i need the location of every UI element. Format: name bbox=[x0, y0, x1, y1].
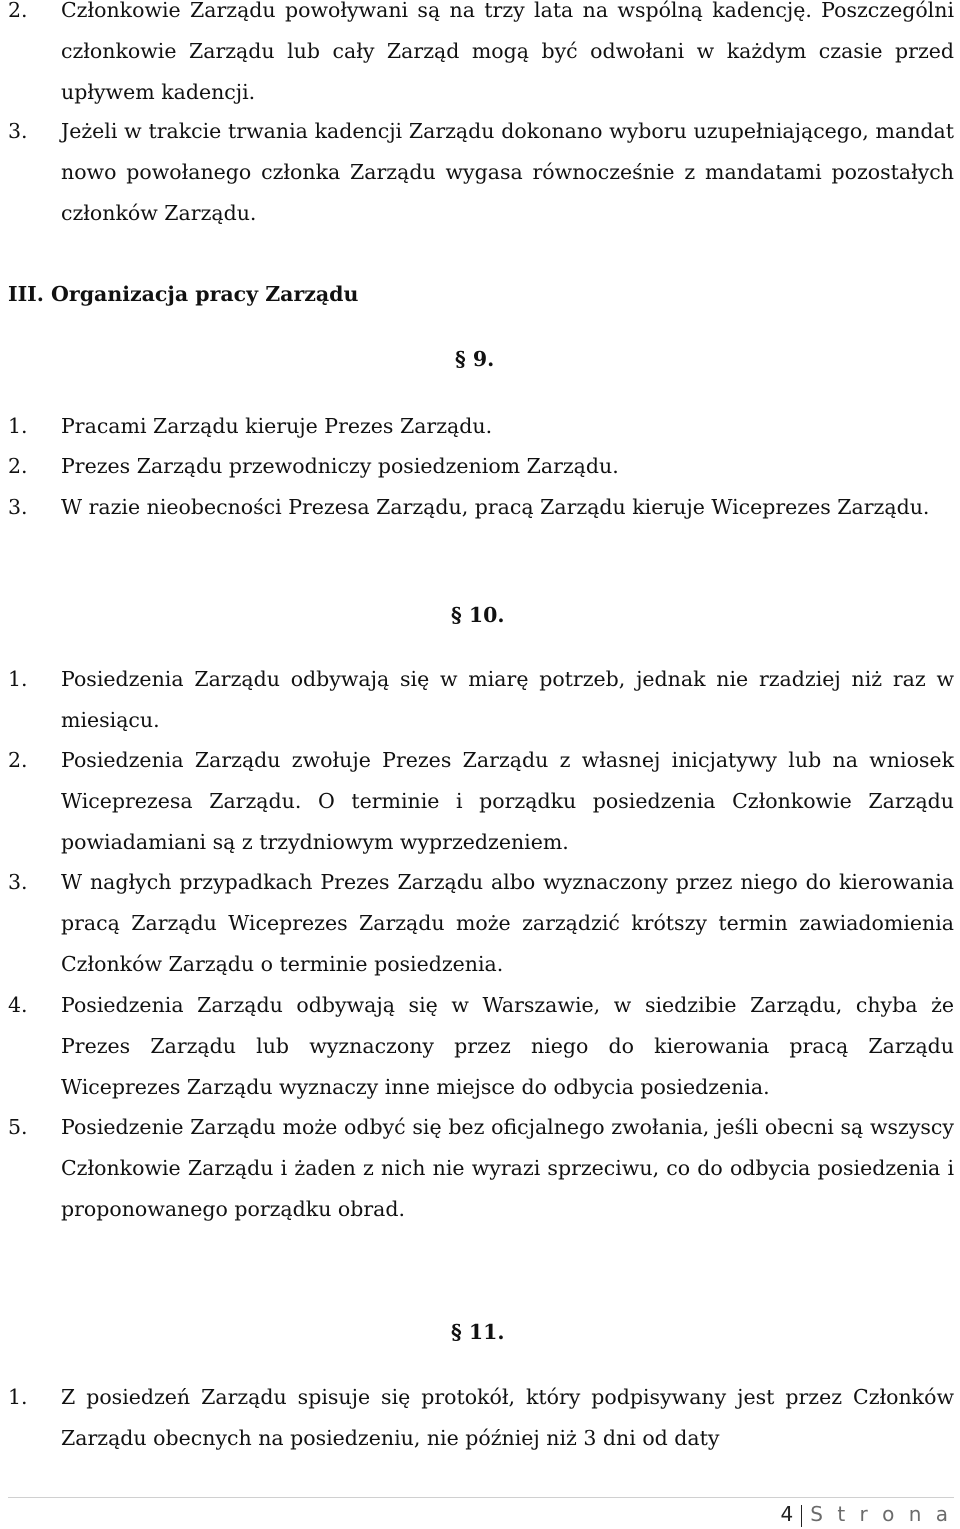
footer-separator bbox=[801, 1505, 802, 1527]
list-item bbox=[8, 740, 954, 863]
item-number: 2. bbox=[8, 0, 28, 22]
list-item bbox=[8, 1107, 954, 1230]
item-number: 2. bbox=[8, 748, 28, 772]
footer-divider bbox=[8, 1497, 954, 1498]
paragraph-title: § 11. bbox=[451, 1320, 505, 1344]
list-item bbox=[8, 446, 954, 487]
item-number: 5. bbox=[8, 1115, 28, 1139]
section-heading: III. Organizacja pracy Zarządu bbox=[8, 282, 359, 306]
item-text: W razie nieobecności Prezesa Zarządu, pracą Zarządu kieruje Wiceprezes Zarządu. bbox=[61, 495, 930, 519]
item-text: Posiedzenie Zarządu może odbyć się bez oficjalnego zwołania, jeśli obecni są wszyscy Członkowie Zarządu i żaden z nich nie wyrazi sprzeciwu, co do odbycia posiedzenia i proponowanego porządku obrad. bbox=[61, 1115, 954, 1221]
item-number: 1. bbox=[8, 414, 28, 438]
page-label: S t r o n a bbox=[810, 1502, 952, 1526]
item-number: 4. bbox=[8, 993, 28, 1017]
item-number: 2. bbox=[8, 454, 28, 478]
list-item bbox=[8, 985, 954, 1108]
item-number: 1. bbox=[8, 667, 28, 691]
item-text: Pracami Zarządu kieruje Prezes Zarządu. bbox=[61, 414, 493, 438]
item-text: Jeżeli w trakcie trwania kadencji Zarządu dokonano wyboru uzupełniającego, mandat nowo powołanego członka Zarządu wygasa równocześnie z mandatami pozostałych członków Zarządu. bbox=[61, 119, 954, 225]
list-item bbox=[8, 406, 954, 447]
item-number: 1. bbox=[8, 1385, 28, 1409]
item-text: Członkowie Zarządu powoływani są na trzy lata na wspólną kadencję. Poszczególni członkowie Zarządu lub cały Zarząd mogą być odwołani w każdym czasie przed upływem kadencji. bbox=[61, 0, 954, 104]
item-text: Prezes Zarządu przewodniczy posiedzeniom Zarządu. bbox=[61, 454, 619, 478]
item-number: 3. bbox=[8, 119, 28, 143]
page-number: 4 bbox=[780, 1502, 794, 1526]
item-text: W nagłych przypadkach Prezes Zarządu albo wyznaczony przez niego do kierowania pracą Zarządu Wiceprezes Zarządu może zarządzić krótszy termin zawiadomienia Członków Zarządu o terminie posiedzenia. bbox=[61, 870, 954, 976]
paragraph-title: § 10. bbox=[451, 603, 505, 627]
list-item bbox=[8, 1377, 954, 1459]
item-text: Posiedzenia Zarządu zwołuje Prezes Zarządu z własnej inicjatywy lub na wniosek Wiceprezesa Zarządu. O terminie i porządku posiedzenia Członkowie Zarządu powiadamiani są z trzydniowym wyprzedzeniem. bbox=[61, 748, 954, 854]
list-item bbox=[8, 487, 954, 528]
item-number: 3. bbox=[8, 495, 28, 519]
list-item bbox=[8, 862, 954, 985]
item-text: Z posiedzeń Zarządu spisuje się protokół, który podpisywany jest przez Członków Zarządu obecnych na posiedzeniu, nie później niż 3 dni od daty bbox=[61, 1385, 954, 1450]
item-text: Posiedzenia Zarządu odbywają się w miarę potrzeb, jednak nie rzadziej niż raz w miesiącu. bbox=[61, 667, 954, 732]
item-text: Posiedzenia Zarządu odbywają się w Warszawie, w siedzibie Zarządu, chyba że Prezes Zarządu lub wyznaczony przez niego do kierowania pracą Zarządu Wiceprezes Zarządu wyznaczy inne miejsce do odbycia posiedzenia. bbox=[61, 993, 954, 1099]
page-footer bbox=[781, 1501, 952, 1527]
list-item bbox=[8, 659, 954, 741]
list-item bbox=[8, 111, 954, 234]
paragraph-title: § 9. bbox=[455, 347, 495, 371]
list-item bbox=[8, 0, 954, 113]
item-number: 3. bbox=[8, 870, 28, 894]
